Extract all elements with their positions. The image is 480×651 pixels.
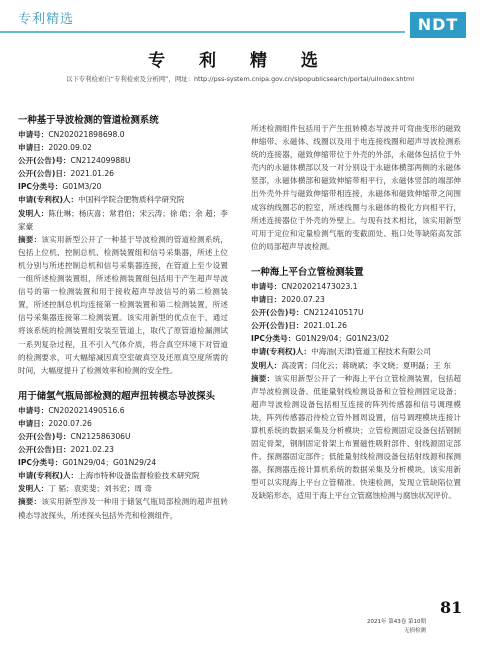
page-title: 专 利 精 选 xyxy=(148,51,332,71)
field-applicant: 申请(专利权)人：中国科学院合肥物质科学研究院 xyxy=(18,195,185,205)
right-column xyxy=(251,122,461,503)
field-application-date: 申请日：2020.07.23 xyxy=(251,295,325,305)
entry-title: 一种海上平台立管检测装置 xyxy=(251,266,364,278)
entry-abstract-continued: 所述检测组件包括用于产生扭转模态导波并可弯曲变形的磁致伸缩带、永磁体、线圈以及用于电连接线圈和超声导波检测系统的连接器，磁致伸缩带位于外壳的外部，永磁体包括位于外壳内的永磁体横部以及一对分别设于永磁体横部两侧的永磁体竖部，永磁体横部和磁致伸缩带相平行，永磁体竖部的端部伸出外壳外并与磁致伸缩带相连接，永磁体和磁致伸缩带之间围成容纳线圈芯的腔室，所述线圈与永磁体的极化方向相平行，所述连接器位于外壳的外壁上。与现有技术相比，该实用新型可用于定位和定量检测气瓶的变截面处、瓶口处等缺陷高发部位的局部超声导波检测。 xyxy=(251,124,461,251)
entry-title: 一种基于导波检测的管道检测系统 xyxy=(18,115,159,126)
field-application-date: 申请日：2020.09.02 xyxy=(18,143,92,153)
page-subtitle: 以下专利检索自“专利检索及分析网”，网址：http://pss-system.cnipa.gov.cn/sipopublicsearch/portal/uiIndex.shtml xyxy=(65,75,415,83)
field-publication-date: 公开(公告)日：2021.02.23 xyxy=(18,445,114,455)
field-publication-number: 公开(公告)号：CN212409988U xyxy=(18,156,131,166)
field-ipc: IPC分类号：G01N29/04；G01N29/24 xyxy=(18,458,157,468)
field-publication-number: 公开(公告)号：CN212586306U xyxy=(18,431,131,441)
journal-logo: NDT xyxy=(410,12,466,38)
header-rule xyxy=(0,31,405,33)
issue-line: 2021年 第43卷 第10期 xyxy=(367,619,426,625)
field-publication-date: 公开(公告)日：2021.01.26 xyxy=(18,169,114,179)
entry-title: 用于储氢气瓶局部检测的超声扭转模态导波探头 xyxy=(18,390,215,402)
left-column xyxy=(18,114,228,522)
field-application-number: 申请号：CN202021490516.6 xyxy=(18,405,125,415)
field-ipc: IPC分类号：G01M3/20 xyxy=(18,182,102,192)
patent-entry-1 xyxy=(18,114,228,377)
entry-abstract-start: 摘要：该实用新型涉及一种用于储氢气瓶局部检测的超声扭转模态导波探头，所述探头包括外壳和检测组件， xyxy=(18,497,229,520)
field-application-number: 申请号：CN202021898698.0 xyxy=(18,130,125,139)
column-label: 专利精选 xyxy=(18,12,75,27)
patent-entry-2 xyxy=(18,390,228,522)
field-publication-number: 公开(公告)号：CN212410517U xyxy=(251,308,364,318)
patent-entry-3 xyxy=(251,266,461,503)
field-inventors: 发明人：高凌霄；闫化云；蒋晓斌；李文晓；夏明磊；王 东 xyxy=(251,360,451,370)
field-applicant: 申请(专利权)人：中海油(天津)管道工程技术有限公司 xyxy=(251,347,431,357)
field-application-number: 申请号：CN202021473023.1 xyxy=(251,281,358,291)
field-ipc: IPC分类号：G01N29/04；G01N23/02 xyxy=(251,334,390,344)
field-applicant: 申请(专利权)人：上海市特种设备监督检验技术研究院 xyxy=(18,471,200,481)
entry-abstract: 摘要：该实用新型公开了一种海上平台立管检测装置，包括超声导波检测设备、低能量射线检测设备和立管检测固定设备；超声导波检测设备包括相互连接的阵列传感器和信号调理模块，阵列传感器沿待检立管外圆周设置，信号调理模块连接计算机系统的数据采集及分析模块；立管检测固定设备包括钢制固定骨架，钢制固定骨架上布置磁性吸附部件、射线源固定部件、探测器固定部件；低能量射线检测设备包括射线源和探测器，探测器连接计算机系统的数据采集及分析模块。该实用新型可以实现海上平台立管精准、快速检测，发现立管缺陷位置及缺陷形态，适用于海上平台立管腐蚀检测与腐蚀状况评价。 xyxy=(251,373,462,501)
field-inventors: 发明人：丁 韬；袁奕斐；刘书宏；周 奇 xyxy=(18,484,152,494)
page-number: 81 xyxy=(440,598,463,617)
field-inventors: 发明人：陈仕琳；杨庆喜；常君伯；宋云涛；徐 皓；余 超；李家豪 xyxy=(18,208,228,231)
issue-info xyxy=(340,618,426,636)
entry-abstract: 摘要：该实用新型公开了一种基于导波检测的管道检测系统，包括上位机、控制总机、检测装置组和信号采集器，所述上位机分别与所述控制总机和信号采集器连接，在管道上至少设置一组所述检测装置组，所述检测装置组包括用于产生超声导波信号的第一检测装置和用于接收超声导波信号的第二检测装置，所述控制总机均连接第一检测装置和第二检测装置，所述信号采集器连接第二检测装置。该实用新型的优点在于，通过将该系统的检测装置组安装至管道上，取代了原管道检漏测试一系列复杂过程，且不引入气体介质，将合真空环境下对管道的检测要求，可大幅缩减因真空室破真空及还原真空度所需的时间，大幅度提升了检测效率和检测的安全性。 xyxy=(18,234,229,375)
journal-name: 无损检测 xyxy=(403,628,426,634)
field-publication-date: 公开(公告)日：2021.01.26 xyxy=(251,321,347,331)
field-application-date: 申请日：2020.07.26 xyxy=(18,418,92,428)
